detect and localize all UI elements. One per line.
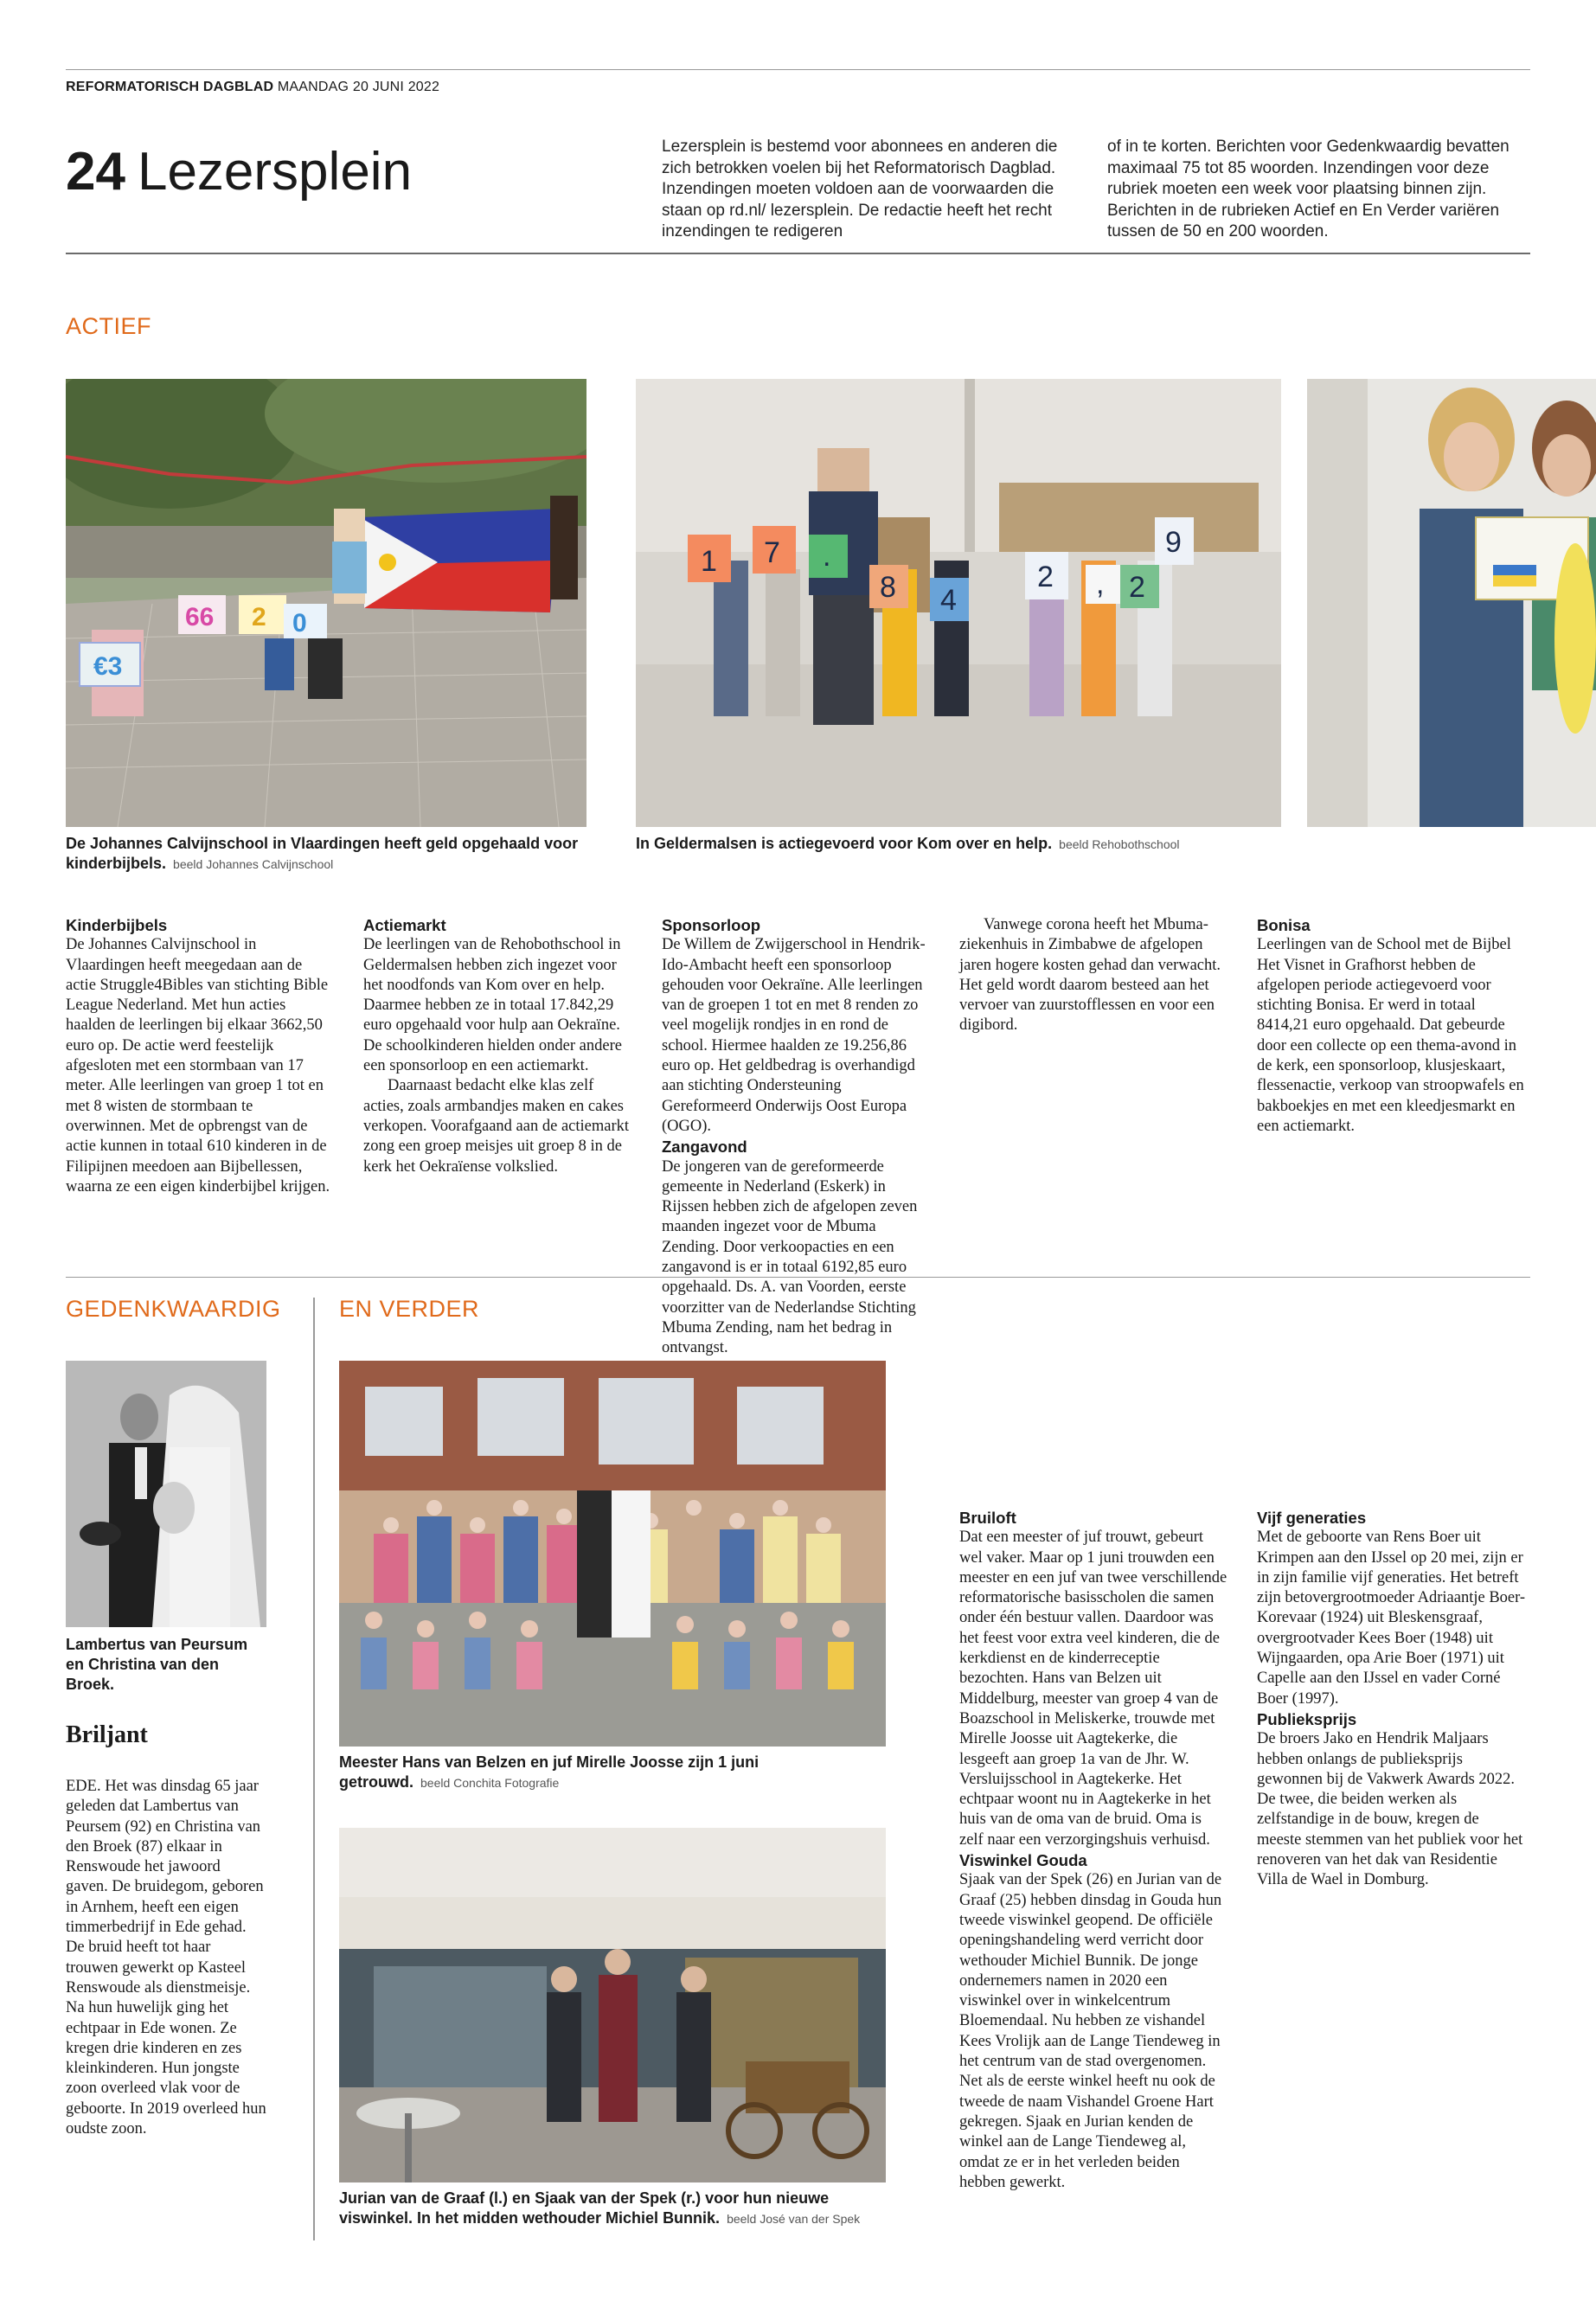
article-kinderbijbels — [66, 915, 336, 1197]
sign-f: 2 — [1037, 561, 1054, 593]
page-number: 24 — [66, 142, 125, 202]
briljant-title: Briljant — [66, 1721, 148, 1748]
sign-3: 2 — [252, 603, 266, 631]
caption-bruiloft — [339, 1753, 824, 1793]
caption-calvijnschool-text: De Johannes Calvijnschool in Vlaardingen heeft geld opgehaald voor kinderbijbels. — [66, 835, 579, 872]
actiemarkt-heading: Actiemarkt — [363, 916, 446, 934]
section-rule — [66, 1277, 1530, 1278]
article-zangavond-cont — [959, 915, 1229, 1036]
gedenkwaardig-heading: GEDENKWAARDIG — [66, 1296, 281, 1322]
photo-viswinkel-image — [339, 1828, 886, 2182]
photo-rehobothschool — [636, 379, 1281, 827]
bruiloft-text: Dat een meester of juf trouwt, gebeurt wel vaker. Maar op 1 juni trouwden een meester en een juf van twee verschillende reformatorische basisscholen die samen onder één bestuur vallen. Daardoor was het feest voor extra veel kinderen, die de kerkdienst en de kinderreceptie bezochten. Hans van Belzen uit Middelburg, meester van groep 4 van de Boazschool in Meliskerke, trouwde met Mirelle Joosse uit Aagtekerke, die lesgeeft aan groep 1a van de Jhr. W. Versluijsschool in Aagtekerke. Het echtpaar woont nu in Aagtekerke in het huis van de oma van de bruid. Oma is zelf naar een verzorgingshuis verhuisd. — [959, 1529, 1227, 1849]
intro-col-2: of in te korten. Berichten voor Gedenkwaardig bevatten maximaal 75 tot 85 woorden. Inzendingen voor deze rubriek moeten een week voor plaatsing binnen zijn. Berichten in de rubrieken Actief en En Verder variëren tussen de 50 en 200 woorden. — [1107, 138, 1509, 241]
header-rule — [66, 253, 1530, 254]
publieksprijs-heading: Publieksprijs — [1257, 1709, 1357, 1728]
section-title: Lezersplein — [137, 142, 413, 202]
caption-bruiloft-text: Meester Hans van Belzen en juf Mirelle Joosse zijn 1 juni getrouwd. — [339, 1753, 760, 1791]
photo-wedding-couple-image — [66, 1361, 266, 1627]
caption-rehobothschool — [636, 834, 1281, 855]
photo-rehobothschool-image — [636, 379, 1281, 827]
top-rule — [66, 69, 1530, 70]
article-actiemarkt — [363, 915, 633, 1177]
sign-e: 4 — [940, 584, 957, 617]
credit-viswinkel: beeld José van der Spek — [727, 2212, 861, 2226]
credit-rehobothschool: beeld Rehobothschool — [1059, 837, 1180, 851]
sign-a: 1 — [701, 545, 717, 578]
caption-rehobothschool-text: In Geldermalsen is actiegevoerd voor Kom over en help. — [636, 835, 1053, 852]
page-title — [66, 142, 413, 202]
actief-heading: ACTIEF — [66, 313, 152, 339]
zangavond-text-1: De jongeren van de gereformeerde gemeente in Nederland (Eskerk) in Rijssen hebben zich de afgelopen zeven maanden ingezet voor de Mbuma Zending. Door verkoopacties en een zangavond is er in totaal 6192,85 euro opgehaald. Ds. A. van Voorden, eerste voorzitter van de Nederlandse Stichting Mbuma Zending, nam het bedrag in ontvangst. — [662, 1157, 918, 1357]
photo-visnet-image — [1307, 379, 1596, 827]
article-bonisa — [1257, 915, 1527, 1137]
paper-name: REFORMATORISCH DAGBLAD — [66, 80, 274, 94]
viswinkel-text: Sjaak van der Spek (26) en Jurian van de Graaf (25) hebben dinsdag in Gouda hun tweede viswinkel geopend. De officiële openingshandeling werd verricht door wethouder Michiel Bunnik. De jonge ondernemers namen in 2020 een viswinkel over in winkelcentrum Bloemendaal. Nu hebben ze vishandel Kees Vrolijk aan de Lange Tiendeweg in het centrum van de stad overgenomen. Net als de eerste winkel heeft nu ook de tweede de naam Vishandel Groene Hart gekregen. Sjaak en Jurian kenden de winkel aan de Lange Tiendeweg al, omdat ze er in het verleden beiden hebben gewerkt. — [959, 1871, 1222, 2191]
caption-viswinkel — [339, 2189, 893, 2229]
issue-date: MAANDAG 20 JUNI 2022 — [277, 80, 440, 94]
zangavond-heading: Zangavond — [662, 1138, 747, 1157]
credit-calvijnschool: beeld Johannes Calvijnschool — [173, 857, 334, 871]
article-sponsorloop — [662, 915, 932, 1359]
credit-bruiloft: beeld Conchita Fotografie — [420, 1776, 560, 1790]
photo-visnet — [1307, 379, 1596, 827]
briljant-text: EDE. Het was dinsdag 65 jaar geleden dat Lambertus van Peursem (92) en Christina van den Broek (87) elkaar in Renswoude het jawoord gaven. De bruidegom, geboren in Arnhem, heeft een eigen timmerbedrijf in Ede gehad. De bruid heeft tot haar trouwen gewerkt op Kasteel Renswoude als dienstmeisje. Na hun huwelijk ging het echtpaar in Ede wonen. Ze kregen drie kinderen en zes kleinkinderen. Hun jongste zoon overleed vlak voor de geboorte. In 2019 overleed hun oudste zoon. — [66, 1778, 266, 2138]
photo-bruiloft — [339, 1361, 886, 1747]
publieksprijs-text: De broers Jako en Hendrik Maljaars hebben onlangs de publieksprijs gewonnen bij de Vakwerk Awards 2022. De twee, die beiden werken als zelfstandige in de bouw, kregen de meeste stemmen van het publiek voor het renoveren van het dak van Residentie Villa de Wael in Domburg. — [1257, 1730, 1523, 1889]
caption-calvijnschool — [66, 834, 585, 875]
photo-viswinkel — [339, 1828, 886, 2182]
sign-d: 8 — [880, 571, 896, 604]
sponsorloop-heading: Sponsorloop — [662, 916, 761, 934]
sign-1: €3 — [93, 652, 123, 681]
sign-i: 9 — [1165, 526, 1182, 559]
photo-calvijnschool-image — [66, 379, 586, 827]
column-divider — [313, 1298, 315, 2240]
photo-bruiloft-image — [339, 1361, 886, 1747]
sign-b: 7 — [764, 536, 780, 569]
masthead — [66, 80, 439, 95]
sign-g: , — [1096, 567, 1105, 600]
actiemarkt-text-1: De leerlingen van de Rehobothschool in Geldermalsen hebben zich ingezet voor het noodfonds van Kom over en help. Daarmee hebben ze in totaal 17.842,29 euro opgehaald voor hulp aan Oekraïne. De schoolkinderen hielden onder andere een sponsorloop en een actiemarkt. — [363, 936, 622, 1075]
article-bruiloft — [959, 1508, 1229, 2193]
bonisa-text: Leerlingen van de School met de Bijbel Het Visnet in Grafhorst hebben de afgelopen periode actiegevoerd voor stichting Bonisa. Er werd in totaal 8414,21 euro opgehaald. Dat gebeurde door een collecte op een thema-avond in de kerk, een sponsorloop, klusjeskaart, flessenactie, verkoop van stroopwafels en bakboekjes en met een kleedjesmarkt en een actiemarkt. — [1257, 936, 1524, 1135]
sign-c: . — [823, 540, 831, 573]
intro-col-1: Lezersplein is bestemd voor abonnees en anderen die zich betrokken voelen bij het Reformatorisch Dagblad. Inzendingen moeten voldoen aan de voorwaarden die staan op rd.nl/ lezersplein. De redactie heeft het recht inzendingen te redigeren — [662, 138, 1058, 241]
sign-4: 0 — [292, 609, 307, 638]
kinderbijbels-text: De Johannes Calvijnschool in Vlaardingen heeft meegedaan aan de actie Struggle4Bibles van stichting Bible League Nederland. Met hun acties haalden de leerlingen bij elkaar 3662,50 euro op. De actie werd feestelijk afgesloten met een stormbaan van 17 meter. Alle leerlingen van groep 1 tot en met 8 wisten de stormbaan te overwinnen. Met de opbrengst van de actie kunnen in totaal 610 kinderen in de Filipijnen meedoen aan Bijbellessen, waarna ze een eigen kinderbijbel krijgen. — [66, 936, 330, 1195]
kinderbijbels-heading: Kinderbijbels — [66, 916, 168, 934]
article-generaties — [1257, 1508, 1527, 1891]
photo-calvijnschool — [66, 379, 586, 827]
sign-2: 66 — [185, 603, 215, 631]
caption-viswinkel-text: Jurian van de Graaf (l.) en Sjaak van der Spek (r.) voor hun nieuwe viswinkel. In het midden wethouder Michiel Bunnik. — [339, 2189, 830, 2227]
actiemarkt-text-2: Daarnaast bedacht elke klas zelf acties, zoals armbandjes maken en cakes verkopen. Voorafgaand aan de actiemarkt zong een groep meisjes uit groep 8 in de kerk het Oekraïense volkslied. — [363, 1077, 630, 1176]
sponsorloop-text: De Willem de Zwijgerschool in Hendrik-Ido-Ambacht heeft een sponsorloop gehouden voor Oekraïne. Alle leerlingen van de groepen 1 tot en met 8 renden zo veel mogelijk rondjes in en rond de school. Hiermee haalden ze 19.256,86 euro op. Het geldbedrag is overhandigd aan stichting Ondersteuning Gereformeerd Onderwijs Oost Europa (OGO). — [662, 936, 926, 1135]
zangavond-text-2: Vanwege corona heeft het Mbuma-ziekenhuis in Zimbabwe de afgelopen jaren hogere kosten gehad dan verwacht. Het geld wordt daarom besteed aan het vervoer van zuurstofflessen en voor een digibord. — [959, 916, 1221, 1035]
enverder-heading: EN VERDER — [339, 1296, 480, 1322]
sign-h: 2 — [1129, 571, 1145, 604]
generaties-heading: Vijf generaties — [1257, 1509, 1367, 1527]
viswinkel-heading: Viswinkel Gouda — [959, 1851, 1087, 1870]
bonisa-heading: Bonisa — [1257, 916, 1311, 934]
photo-wedding-couple — [66, 1361, 266, 1627]
generaties-text: Met de geboorte van Rens Boer uit Krimpen aan den IJssel op 20 mei, zijn er in zijn familie vijf generaties. Het betreft zijn betovergrootmoeder Adriaantje Boer-Korevaar (1924) uit Bleskensgraaf, overgrootvader Kees Boer (1948) uit Wijngaarden, opa Arie Boer (1971) uit Capelle aan den IJssel en vader Corné Boer (1997). — [1257, 1529, 1526, 1708]
bruiloft-heading: Bruiloft — [959, 1509, 1016, 1527]
caption-wedding-couple: Lambertus van Peursum en Christina van den Broek. — [66, 1636, 248, 1693]
